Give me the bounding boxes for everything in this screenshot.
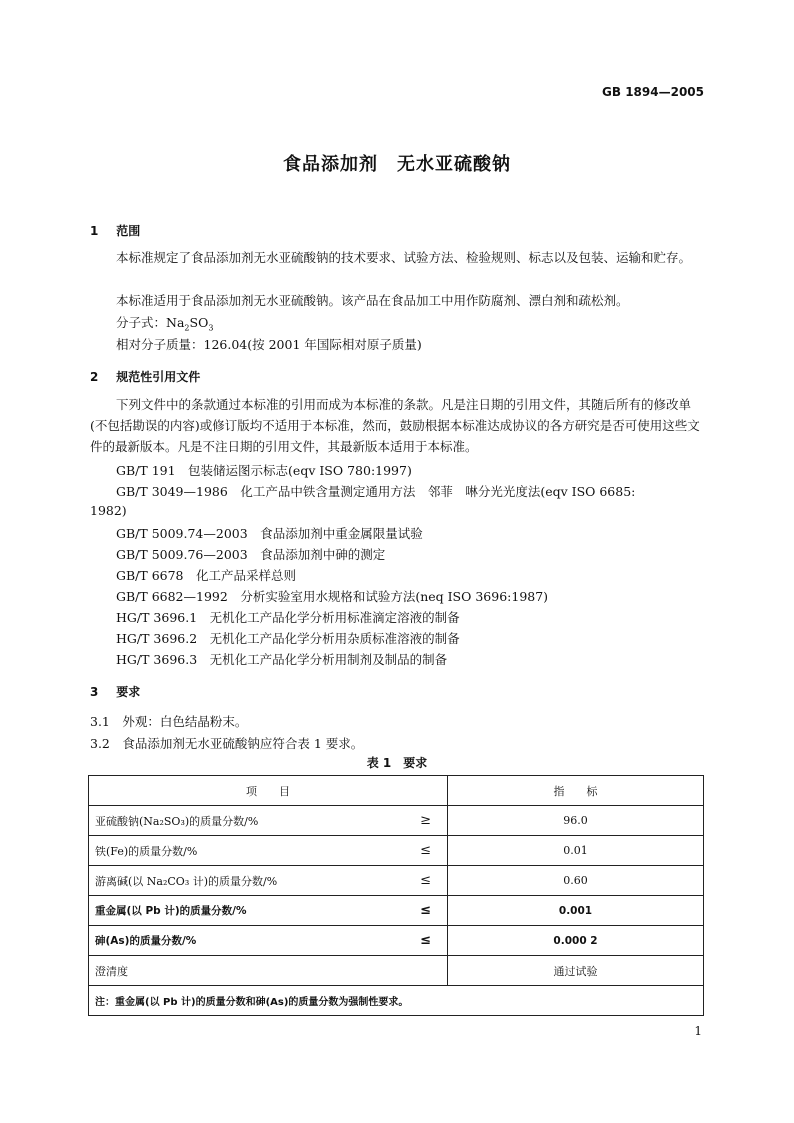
item-cell [89, 926, 448, 956]
formula-part: Na [166, 315, 185, 330]
table-header-row [89, 776, 704, 806]
value-cell: 0.60 [448, 866, 704, 896]
value-cell: 96.0 [448, 806, 704, 836]
comparison-symbol: ≤ [420, 903, 431, 918]
value-cell: 0.001 [448, 896, 704, 926]
reference-item: HG/T 3696.3 无机化工产品化学分析用制剂及制品的制备 [116, 652, 448, 667]
table-row [89, 896, 704, 926]
section-title: 规范性引用文件 [116, 370, 201, 384]
value-cell: 0.01 [448, 836, 704, 866]
formula-subscript: 3 [208, 323, 214, 333]
molecular-mass: 相对分子质量：126.04(按 2001 年国际相对原子质量) [116, 337, 422, 352]
reference-item: GB/T 6682—1992 分析实验室用水规格和试验方法(neq ISO 3696:1987) [116, 589, 549, 604]
table-row [89, 926, 704, 956]
value-cell: 0.000 2 [448, 926, 704, 956]
reference-item: HG/T 3696.1 无机化工产品化学分析用标准滴定溶液的制备 [116, 610, 460, 625]
comparison-symbol: ≤ [420, 842, 431, 858]
item-label: 亚硫酸钠(Na₂SO₃)的质量分数/% [95, 814, 259, 828]
item-label: 重金属(以 Pb 计)的质量分数/% [95, 905, 247, 917]
table-row [89, 836, 704, 866]
requirement-table-ref: 3.2 食品添加剂无水亚硫酸钠应符合表 1 要求。 [90, 736, 364, 751]
page-number: 1 [694, 1024, 702, 1038]
reference-item: GB/T 5009.76—2003 食品添加剂中砷的测定 [116, 547, 386, 562]
item-cell [89, 836, 448, 866]
reference-item: GB/T 5009.74—2003 食品添加剂中重金属限量试验 [116, 526, 423, 541]
section-number: 3 [90, 685, 99, 699]
item-cell [89, 806, 448, 836]
section-title: 要求 [116, 685, 141, 699]
reference-item: GB/T 191 包装储运图示标志(eqv ISO 780:1997) [116, 463, 412, 478]
requirements-table [88, 775, 704, 1016]
item-cell [89, 866, 448, 896]
standard-code: GB 1894—2005 [602, 85, 704, 99]
value-cell: 通过试验 [448, 956, 704, 986]
reference-item: GB/T 3049—1986 化工产品中铁含量测定通用方法 邻菲 啉分光光度法(eqv ISO 6685: [116, 484, 636, 499]
table-row [89, 956, 704, 986]
table-row [89, 866, 704, 896]
item-label: 砷(As)的质量分数/% [95, 935, 197, 947]
reference-item: HG/T 3696.2 无机化工产品化学分析用杂质标准溶液的制备 [116, 631, 460, 646]
comparison-symbol: ≤ [420, 872, 431, 888]
section-number: 1 [90, 224, 99, 238]
formula-part: SO [189, 315, 209, 330]
column-header-item: 项 目 [89, 776, 448, 806]
item-label: 铁(Fe)的质量分数/% [95, 844, 198, 858]
column-header-value: 指 标 [448, 776, 704, 806]
section-number: 2 [90, 370, 99, 384]
scope-paragraph-1: 本标准规定了食品添加剂无水亚硫酸钠的技术要求、试验方法、检验规则、标志以及包装、运输和贮存。 [116, 250, 692, 265]
reference-item: GB/T 6678 化工产品采样总则 [116, 568, 297, 583]
formula-subscript: 2 [184, 323, 190, 333]
document-title: 食品添加剂 无水亚硫酸钠 [283, 154, 511, 175]
item-label: 游离碱(以 Na₂CO₃ 计)的质量分数/% [95, 874, 278, 888]
item-label: 澄清度 [95, 964, 128, 978]
table-caption: 表 1 要求 [366, 756, 428, 770]
comparison-symbol: ≥ [420, 812, 431, 828]
reference-item-continued: 1982) [90, 503, 127, 518]
item-cell [89, 956, 448, 986]
section-title: 范围 [116, 224, 141, 238]
references-intro: 下列文件中的条款通过本标准的引用而成为本标准的条款。凡是注日期的引用文件，其随后所有的修改单(不包括勘误的内容)或修订版均不适用于本标准，然而，鼓励根据本标准达成协议的各方研究是否可使用这些文件的最新版本。凡是不注日期的引用文件，其最新版本适用于本标准。 [90, 397, 700, 454]
table-row [89, 806, 704, 836]
formula-label: 分子式： [116, 315, 167, 330]
item-cell [89, 896, 448, 926]
table-note-row [89, 986, 704, 1016]
requirement-appearance: 3.1 外观：白色结晶粉末。 [90, 714, 248, 729]
section-heading-references [90, 368, 200, 385]
molecular-formula [116, 313, 213, 333]
scope-paragraph-2: 本标准适用于食品添加剂无水亚硫酸钠。该产品在食品加工中用作防腐剂、漂白剂和疏松剂。 [116, 293, 629, 308]
comparison-symbol: ≤ [420, 933, 431, 948]
table-note: 注：重金属(以 Pb 计)的质量分数和砷(As)的质量分数为强制性要求。 [89, 986, 704, 1016]
section-heading-requirements [90, 683, 140, 700]
section-heading-scope [90, 222, 140, 239]
